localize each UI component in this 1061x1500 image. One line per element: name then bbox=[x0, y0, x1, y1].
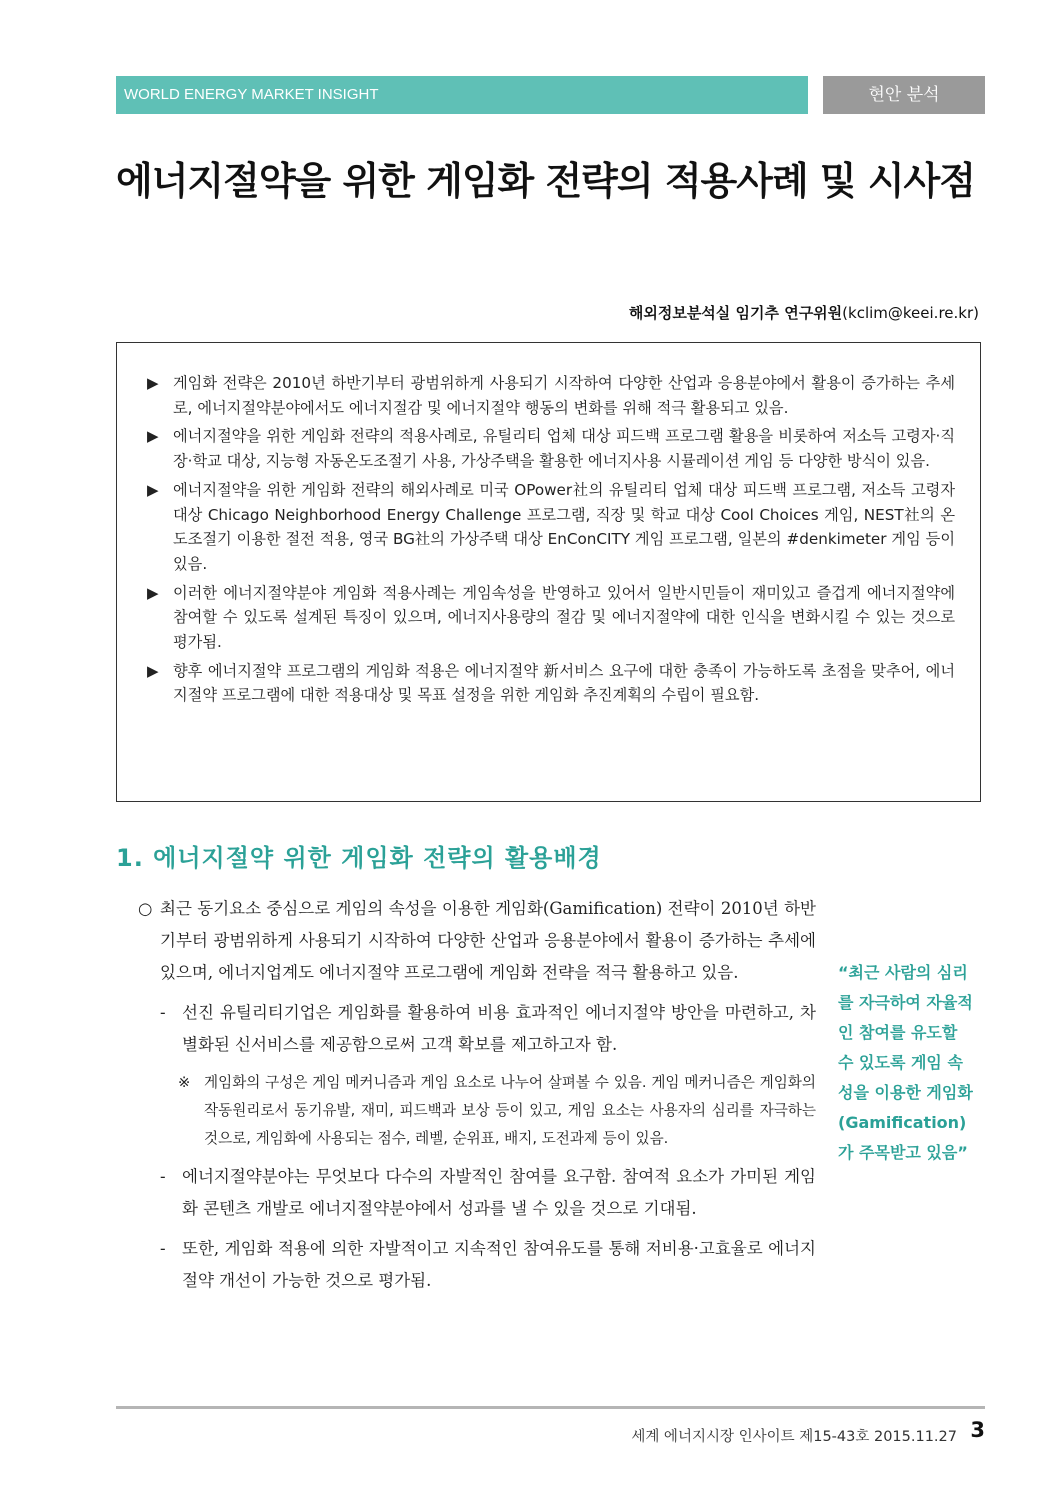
page-title: 에너지절약을 위한 게임화 전략의 적용사례 및 시사점 bbox=[116, 159, 975, 203]
publication-name: WORLD ENERGY MARKET INSIGHT bbox=[124, 86, 379, 103]
section-tag-label: 현안 분석 bbox=[868, 85, 940, 105]
triangle-bullet-icon: ▶ bbox=[147, 427, 159, 446]
intro-text: 최근 동기요소 중심으로 게임의 속성을 이용한 게임화(Gamification) 전략이 2010년 하반기부터 광범위하게 사용되기 시작하여 다양한 산업과 응용분야에서 활용이 증가하는 추세에 있으며, 에너지업계도 에너지절약 프로그램에 게임화 전략을 적극 활용하고 있음. bbox=[160, 899, 816, 982]
dash-paragraph bbox=[116, 997, 816, 1061]
dash-bullet-icon: - bbox=[160, 1167, 166, 1186]
note-paragraph bbox=[116, 1069, 816, 1153]
summary-list bbox=[147, 371, 955, 712]
author-email[interactable]: (kclim@keei.re.kr) bbox=[842, 304, 979, 322]
summary-item bbox=[147, 424, 955, 473]
summary-item-text: 이러한 에너지절약분야 게임화 적용사례는 게임속성을 반영하고 있어서 일반시민들이 재미있고 즐겁게 에너지절약에 참여할 수 있도록 설계된 특징이 있으며, 에너지사용량의 절감 및 에너지절약에 대한 인식을 변화시킬 수 있는 것으로 평가됨. bbox=[173, 583, 955, 652]
triangle-bullet-icon: ▶ bbox=[147, 583, 159, 602]
circle-bullet-icon: ○ bbox=[138, 899, 153, 918]
summary-item bbox=[147, 659, 955, 708]
dash-bullet-icon: - bbox=[160, 1239, 166, 1258]
triangle-bullet-icon: ▶ bbox=[147, 480, 159, 499]
summary-item bbox=[147, 478, 955, 577]
dash-bullet-icon: - bbox=[160, 1003, 166, 1022]
pull-quote: “최근 사람의 심리를 자극하여 자율적인 참여를 유도할 수 있도록 게임 속성을 이용한 게임화 (Gamification)가 주목받고 있음” bbox=[838, 963, 973, 1162]
summary-box bbox=[116, 342, 981, 802]
dash-paragraph bbox=[116, 1233, 816, 1297]
dash-text: 또한, 게임화 적용에 의한 자발적이고 지속적인 참여유도를 통해 저비용·고효율로 에너지절약 개선이 가능한 것으로 평가됨. bbox=[182, 1239, 816, 1290]
author-name: 해외정보분석실 임기추 연구위원 bbox=[628, 304, 843, 322]
summary-item-text: 게임화 전략은 2010년 하반기부터 광범위하게 사용되기 시작하여 다양한 산업과 응용분야에서 활용이 증가하는 추세로, 에너지절약분야에서도 에너지절감 및 에너지절약 행동의 변화를 위해 적극 활용되고 있음. bbox=[173, 374, 955, 417]
publication-header-bar bbox=[116, 76, 808, 114]
summary-item-text: 에너지절약을 위한 게임화 전략의 적용사례로, 유틸리티 업체 대상 피드백 프로그램 활용을 비롯하여 저소득 고령자·직장·학교 대상, 지능형 자동온도조절기 사용, 가상주택을 활용한 에너지사용 시뮬레이션 게임 등 다양한 방식이 있음. bbox=[173, 427, 955, 471]
reference-mark-icon: ※ bbox=[178, 1074, 191, 1091]
summary-item-text: 향후 에너지절약 프로그램의 게임화 적용은 에너지절약 新서비스 요구에 대한 충족이 가능하도록 초점을 맞추어, 에너지절약 프로그램에 대한 적용대상 및 목표 설정을 위한 게임화 추진계획의 수립이 필요함. bbox=[173, 661, 955, 705]
triangle-bullet-icon: ▶ bbox=[147, 661, 159, 680]
dash-text: 선진 유틸리티기업은 게임화를 활용하여 비용 효과적인 에너지절약 방안을 마련하고, 차별화된 신서비스를 제공함으로써 고객 확보를 제고하고자 함. bbox=[182, 1003, 816, 1054]
summary-item-text: 에너지절약을 위한 게임화 전략의 해외사례로 미국 OPower社의 유틸리티 업체 대상 피드백 프로그램, 저소득 고령자 대상 Chicago Neighborhood Energy Challenge 프로그램, 직장 및 학교 대상 Cool Choices 게임, NEST社의 온도조절기 이용한 절전 적용, 영국 BG社의 가상주택 대상 EnConCITY 게임 프로그램, 일본의 #denkimeter 게임 등이 있음. bbox=[173, 480, 955, 573]
triangle-bullet-icon: ▶ bbox=[147, 374, 159, 392]
intro-paragraph bbox=[116, 893, 816, 989]
dash-paragraph bbox=[116, 1161, 816, 1225]
summary-item bbox=[147, 371, 955, 420]
body-column bbox=[116, 893, 816, 1297]
footer-divider bbox=[116, 1406, 985, 1409]
dash-text: 에너지절약분야는 무엇보다 다수의 자발적인 참여를 요구함. 참여적 요소가 가미된 게임화 콘텐츠 개발로 에너지절약분야에서 성과를 낼 수 있을 것으로 기대됨. bbox=[182, 1167, 816, 1218]
summary-item bbox=[147, 581, 955, 655]
section-tag bbox=[823, 76, 985, 114]
note-text: 게임화의 구성은 게임 메커니즘과 게임 요소로 나누어 살펴볼 수 있음. 게임 메커니즘은 게임화의 작동원리로서 동기유발, 재미, 피드백과 보상 등이 있고, 게임 요소는 사용자의 심리를 자극하는 것으로, 게임화에 사용되는 점수, 레벨, 순위표, 배지, 도전과제 등이 있음. bbox=[204, 1074, 816, 1147]
author-line bbox=[629, 302, 979, 323]
footer-issue: 세계 에너지시장 인사이트 제15-43호 2015.11.27 bbox=[631, 1429, 957, 1445]
page-number: 3 bbox=[970, 1418, 985, 1442]
section-heading: 1. 에너지절약 위한 게임화 전략의 활용배경 bbox=[116, 844, 602, 872]
